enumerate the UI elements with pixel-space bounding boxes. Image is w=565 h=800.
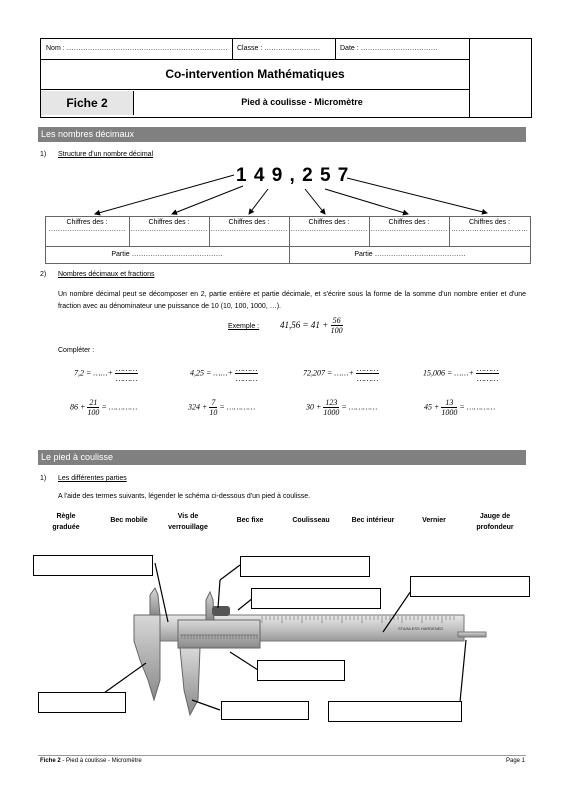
partie-right[interactable]: Partie ………………………………… <box>354 251 466 258</box>
exercise-3[interactable]: 72,207 = ……+ $\frac{\dots\dots\dots}{\dots\dots\dots}$ <box>303 364 379 383</box>
cell-3[interactable]: Chiffres des : …………………………… <box>210 219 288 233</box>
cell-4[interactable]: Chiffres des : …………………………… <box>290 219 368 233</box>
exercise-1[interactable]: 7,2 = ……+ $\frac{\dots\dots\dots}{\dots\dots\dots}$ <box>74 364 138 383</box>
section-decimaux: Les nombres décimaux <box>38 127 526 142</box>
label-box-7[interactable] <box>221 701 309 720</box>
cell-1[interactable]: Chiffres des : …………………………… <box>48 219 126 233</box>
footer-left: Fiche 2 - Pied à coulisse - Micromètre <box>40 758 142 764</box>
page-subtitle: Pied à coulisse - Micromètre <box>241 97 363 107</box>
term-vernier: Vernier <box>422 517 446 524</box>
q1-title: Structure d'un nombre décimal <box>58 151 154 158</box>
q2-number: 2) <box>40 271 47 278</box>
partie-left[interactable]: Partie ………………………………… <box>111 251 223 258</box>
structure-arrows <box>0 0 565 250</box>
classe-field[interactable]: Classe : …………………… <box>237 45 321 52</box>
label-box-3[interactable] <box>410 576 530 597</box>
section-pied-a-coulisse: Le pied à coulisse <box>38 450 526 465</box>
term-bec-interieur: Bec intérieur <box>351 517 395 524</box>
s2-q1-number: 1) <box>40 475 47 482</box>
term-jauge: Jauge de profondeur <box>476 513 514 531</box>
fiche-label: Fiche 2 <box>41 91 134 115</box>
cell-2[interactable]: Chiffres des : …………………………… <box>130 219 208 233</box>
exercise-7[interactable]: 30 + $\frac{123}{1000}$ = ………… <box>306 398 378 417</box>
term-bec-mobile: Bec mobile <box>110 517 148 524</box>
footer-page: Page 1 <box>506 758 526 764</box>
term-bec-fixe: Bec fixe <box>236 517 264 524</box>
term-regle: Règle graduée <box>52 513 80 531</box>
caliper-brand: STAINLESS HARDENED <box>398 626 444 631</box>
label-box-8[interactable] <box>328 701 462 722</box>
exemple-expression: 41,56 = 41 + $\frac{56}{100}$ <box>280 316 343 335</box>
q1-number: 1) <box>40 151 47 158</box>
term-vis: Vis de verrouillage <box>168 513 208 531</box>
nom-field[interactable]: Nom : …………………………………………………………… <box>46 45 228 52</box>
completer-label: Compléter : <box>58 347 95 354</box>
cell-6[interactable]: Chiffres des : …………………………… <box>451 219 528 233</box>
s2-q1-title: Les différentes parties <box>58 475 127 482</box>
page-title: Co-intervention Mathématiques <box>165 67 345 81</box>
instruction: A l'aide des termes suivants, légender le schéma ci-dessous d'un pied à coulisse. <box>58 493 311 500</box>
q2-title: Nombres décimaux et fractions <box>58 271 155 278</box>
exercise-6[interactable]: 324 + $\frac{7}{10}$ = ………… <box>188 398 256 417</box>
label-box-5[interactable] <box>257 660 345 681</box>
exercise-5[interactable]: 86 + $\frac{21}{100}$ = ………… <box>70 398 138 417</box>
term-coulisseau: Coulisseau <box>292 517 330 524</box>
exercise-8[interactable]: 45 + $\frac{13}{1000}$ = ………… <box>424 398 496 417</box>
date-field[interactable]: Date : …………………………… <box>340 45 438 52</box>
label-box-4[interactable] <box>251 588 381 609</box>
footer-divider <box>38 755 526 756</box>
exemple-label: Exemple : <box>228 323 260 330</box>
decimal-number: 1 4 9 , 2 5 7 <box>236 165 350 186</box>
exercise-2[interactable]: 4,25 = ……+ $\frac{\dots\dots\dots}{\dots\dots\dots}$ <box>190 364 258 383</box>
exercise-4[interactable]: 15,006 = ……+ $\frac{\dots\dots\dots}{\dots\dots\dots}$ <box>423 364 499 383</box>
label-box-6[interactable] <box>38 692 126 713</box>
label-box-2[interactable] <box>240 556 370 577</box>
decimal-paragraph: Un nombre décimal peut se décomposer en 2, partie entière et partie décimale, et s'écrire sous la forme de la somme d'un nombre entier et d'une fraction avec au dénominateur une puissance de 10 (10, 100, 1000, …). <box>58 291 526 310</box>
cell-5[interactable]: Chiffres des : …………………………… <box>370 219 448 233</box>
label-box-1[interactable] <box>33 555 153 576</box>
